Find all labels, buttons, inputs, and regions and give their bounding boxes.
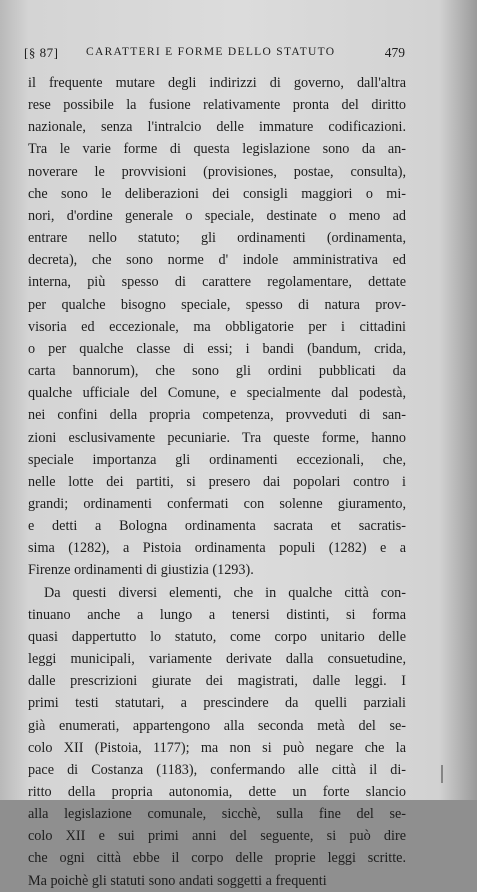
text-line: il frequente mutare degli indirizzi di governo, dall'altra [28,75,406,91]
running-header [24,45,405,65]
text-line: zioni esclusivamente pecuniarie. Tra queste forme, hanno [28,429,406,446]
text-line: qualche ufficiale del Comune, e specialmente dal podestà, [28,385,406,402]
text-line: speciale importanza gli ordinamenti eccezionali, che, [28,451,406,468]
text-line: nelle lotte dei partiti, si presero dai popolari contro i [28,473,406,490]
body-text [28,72,406,892]
text-line: alla legislazione comunale, sicchè, sulla fine del se- [28,806,406,823]
paragraph-2 [28,582,406,892]
text-line: colo XII e sui primi anni del seguente, si può dire [28,828,406,845]
text-line: dalle prescrizioni giurate dei magistrati, dalle leggi. I [28,673,406,690]
text-line: nei confini della propria competenza, provveduti di san- [28,407,406,424]
text-line: e detti a Bologna ordinamenta sacrata et sacratis- [28,518,406,535]
text-line: Ma poichè gli statuti sono andati soggetti a frequenti [28,872,327,889]
text-line: Firenze ordinamenti di giustizia (1293). [28,562,254,579]
text-line: tinuano anche a lungo a tenersi distinti, si forma [28,606,406,623]
text-line: leggi municipali, variamente derivate dalla consuetudine, [28,651,406,668]
text-line: grandi; ordinamenti confermati con solenne giuramento, [28,495,406,512]
text-line: ritto della propria autonomia, dette un forte slancio [28,784,406,800]
text-line: Da questi diversi elementi, che in qualche città con- [44,584,406,601]
text-line: che ogni città ebbe il corpo delle proprie leggi scritte. [28,850,406,867]
text-line: noverare le provvisioni (provisiones, postae, consulta), [28,163,406,180]
text-line: rese possibile la fusione relativamente pronta del diritto [28,97,406,114]
paragraph-1 [28,72,406,582]
text-line: che sono le deliberazioni dei consigli maggiori o mi- [28,185,406,202]
text-line: Tra le varie forme di questa legislazione sono da an- [28,141,406,158]
text-line: visoria ed eccezionale, ma obbligatorie per i cittadini [28,318,406,335]
text-line: decreta), che sono norme d' indole amministrativa ed [28,252,406,269]
page-number: 479 [384,45,405,60]
text-line: pace di Costanza (1183), confermando alle città il di- [28,761,406,778]
text-line: già enumerati, appartengono alla seconda metà del se- [28,717,406,734]
section-number: [§ 87] [24,45,59,60]
text-line: quasi dappertutto lo statuto, come corpo unitario delle [28,628,406,645]
text-line: per qualche bisogno speciale, spesso di natura prov- [28,296,406,313]
text-line: sima (1282), a Pistoia ordinamenta populi (1282) e a [28,540,406,557]
running-title: CARATTERI E FORME DELLO STATUTO [86,46,336,58]
text-line: colo XII (Pistoia, 1177); ma non si può negare che la [28,739,406,756]
text-line: nori, d'ordine generale o speciale, destinate o meno ad [28,207,406,224]
text-line: o per qualche classe di essi; i bandi (bandum, crida, [28,340,406,357]
text-line: nazionale, senza l'intralcio delle immature codificazioni. [28,119,406,136]
text-line: primi testi statutari, a prescindere da quelli parziali [28,695,406,712]
text-line: carta bannorum), che sono gli ordini pubblicati da [28,363,406,380]
margin-mark [441,765,443,783]
text-line: entrare nello statuto; gli ordinamenti (ordinamenta, [28,230,406,247]
text-line: interna, più spesso di carattere regolamentare, dettate [28,274,406,291]
